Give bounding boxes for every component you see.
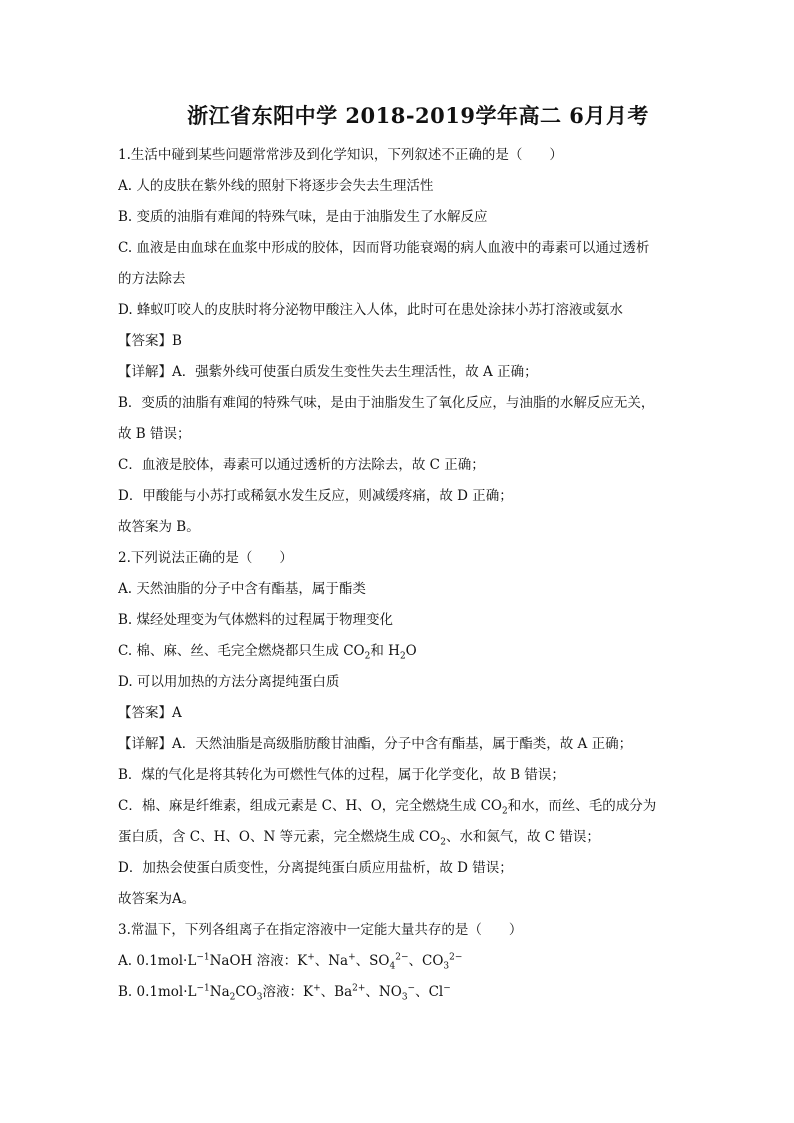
q2-c-text-2: 和 H	[370, 643, 400, 659]
q1-option-b: B. 变质的油脂有难闻的特殊气味，是由于油脂发生了水解反应	[118, 209, 488, 225]
q2-explanation-2: B．煤的气化是将其转化为可燃性气体的过程，属于化学变化，故 B 错误；	[118, 767, 565, 783]
q2-e4-sub: 2	[440, 837, 446, 848]
q3-b-text-2: Na	[209, 984, 230, 1000]
q3-b-text-3: CO	[235, 984, 257, 1000]
q1-conclusion: 故答案为 B。	[118, 519, 200, 535]
q3-b-sup-2: +	[313, 983, 321, 994]
q2-c-text-1: C. 棉、麻、丝、毛完全燃烧都只生成 CO	[118, 643, 365, 659]
q2-e4-text-2: 、水和氮气，故 C 错误；	[446, 829, 600, 845]
q3-a-text-4: 、SO	[355, 953, 390, 969]
q3-a-text-5: 、CO	[408, 953, 444, 969]
q2-option-c	[118, 636, 714, 667]
q2-c-sub-1: 2	[364, 651, 371, 662]
q1-option-c-line2: 的方法除去	[118, 271, 186, 287]
q3-a-sup-5: 2−	[449, 952, 463, 963]
q1-explanation-2: B．变质的油脂有难闻的特殊气味，是由于油脂发生了氧化反应，与油脂的水解反应无关，	[118, 395, 655, 411]
q2-option-a: A. 天然油脂的分子中含有酯基，属于酯类	[118, 581, 366, 597]
q2-e3-text-1: C．棉、麻是纤维素，组成元素是 C、H、O，完全燃烧生成 CO	[118, 798, 502, 814]
q3-a-sup-1: −1	[196, 952, 210, 963]
q3-a-sup-4: 2−	[395, 952, 409, 963]
q1-explanation-5: D．甲酸能与小苏打或稀氨水发生反应，则减缓疼痛，故 D 正确；	[118, 488, 513, 504]
q2-e3-sub: 2	[501, 806, 508, 817]
q3-b-text-4: 溶液：K	[262, 984, 314, 1000]
q2-e4-text-1: 蛋白质，含 C、H、O、N 等元素，完全燃烧生成 CO	[118, 829, 441, 845]
q3-b-text-6: 、NO	[365, 984, 402, 1000]
q2-answer: 【答案】A	[118, 705, 182, 721]
q1-answer: 【答案】B	[118, 333, 182, 349]
q1-option-d: D. 蜂蚁叮咬人的皮肤时将分泌物甲酸注入人体，此时可在患处涂抹小苏打溶液或氨水	[118, 302, 623, 318]
q1-explanation-3: 故 B 错误；	[118, 426, 191, 442]
q3-b-sub-1: 2	[229, 992, 236, 1003]
q3-b-sub-3: 3	[401, 992, 408, 1003]
q2-explanation-1: 【详解】A．天然油脂是高级脂肪酸甘油酯，分子中含有酯基，属于酯类，故 A 正确；	[118, 736, 633, 752]
q2-conclusion: 故答案为A。	[118, 891, 196, 907]
q3-stem: 3.常温下，下列各组离子在指定溶液中一定能大量共存的是（ ）	[118, 922, 523, 938]
q3-b-sup-5: −	[443, 983, 451, 994]
q3-a-sub-5: 3	[443, 961, 450, 972]
q2-explanation-4	[118, 822, 714, 853]
q1-explanation-4: C．血液是胶体，毒素可以通过透析的方法除去，故 C 正确；	[118, 457, 485, 473]
q3-a-text-1: A. 0.1mol·L	[118, 953, 197, 969]
q3-a-sup-3: +	[348, 952, 356, 963]
q2-option-d: D. 可以用加热的方法分离提纯蛋白质	[118, 674, 340, 690]
q3-a-sup-2: +	[307, 952, 315, 963]
q1-explanation-1: 【详解】A．强紫外线可使蛋白质发生变性失去生理活性，故 A 正确；	[118, 364, 538, 380]
q2-c-text-3: O	[405, 643, 417, 659]
q3-option-a	[118, 946, 714, 977]
q2-option-b: B. 煤经处理变为气体燃料的过程属于物理变化	[118, 612, 394, 628]
q1-stem: 1.生活中碰到某些问题常常涉及到化学知识，下列叙述不正确的是（ ）	[118, 147, 563, 163]
q3-b-sub-2: 3	[256, 992, 263, 1003]
q1-option-c-line1: C. 血液是由血球在血浆中形成的胶体，因而肾功能衰竭的病人血液中的毒素可以通过透析	[118, 240, 650, 256]
q3-b-sup-3: 2+	[352, 983, 366, 994]
q3-b-sup-4: −	[407, 983, 416, 994]
q3-a-text-3: 、Na	[314, 953, 349, 969]
q2-explanation-3	[118, 791, 714, 822]
q2-e3-text-2: 和水，而丝、毛的成分为	[507, 798, 657, 814]
q3-b-sup-1: −1	[196, 983, 210, 994]
document-title: 浙江省东阳中学 2018-2019学年高二 6月月考	[187, 103, 649, 128]
q3-b-text-7: 、Cl	[415, 984, 444, 1000]
q2-explanation-5: D．加热会使蛋白质变性，分离提纯蛋白质应用盐析，故 D 错误；	[118, 860, 513, 876]
q2-c-sub-2: 2	[399, 651, 406, 662]
q3-a-text-2: NaOH 溶液：K	[209, 953, 308, 969]
q3-a-sub-4: 4	[389, 961, 396, 972]
q3-b-text-5: 、Ba	[320, 984, 353, 1000]
q2-stem: 2.下列说法正确的是（ ）	[118, 550, 293, 566]
q3-b-text-1: B. 0.1mol·L	[118, 984, 197, 1000]
q1-option-a: A. 人的皮肤在紫外线的照射下将逐步会失去生理活性	[118, 178, 434, 194]
q3-option-b	[118, 977, 714, 1008]
